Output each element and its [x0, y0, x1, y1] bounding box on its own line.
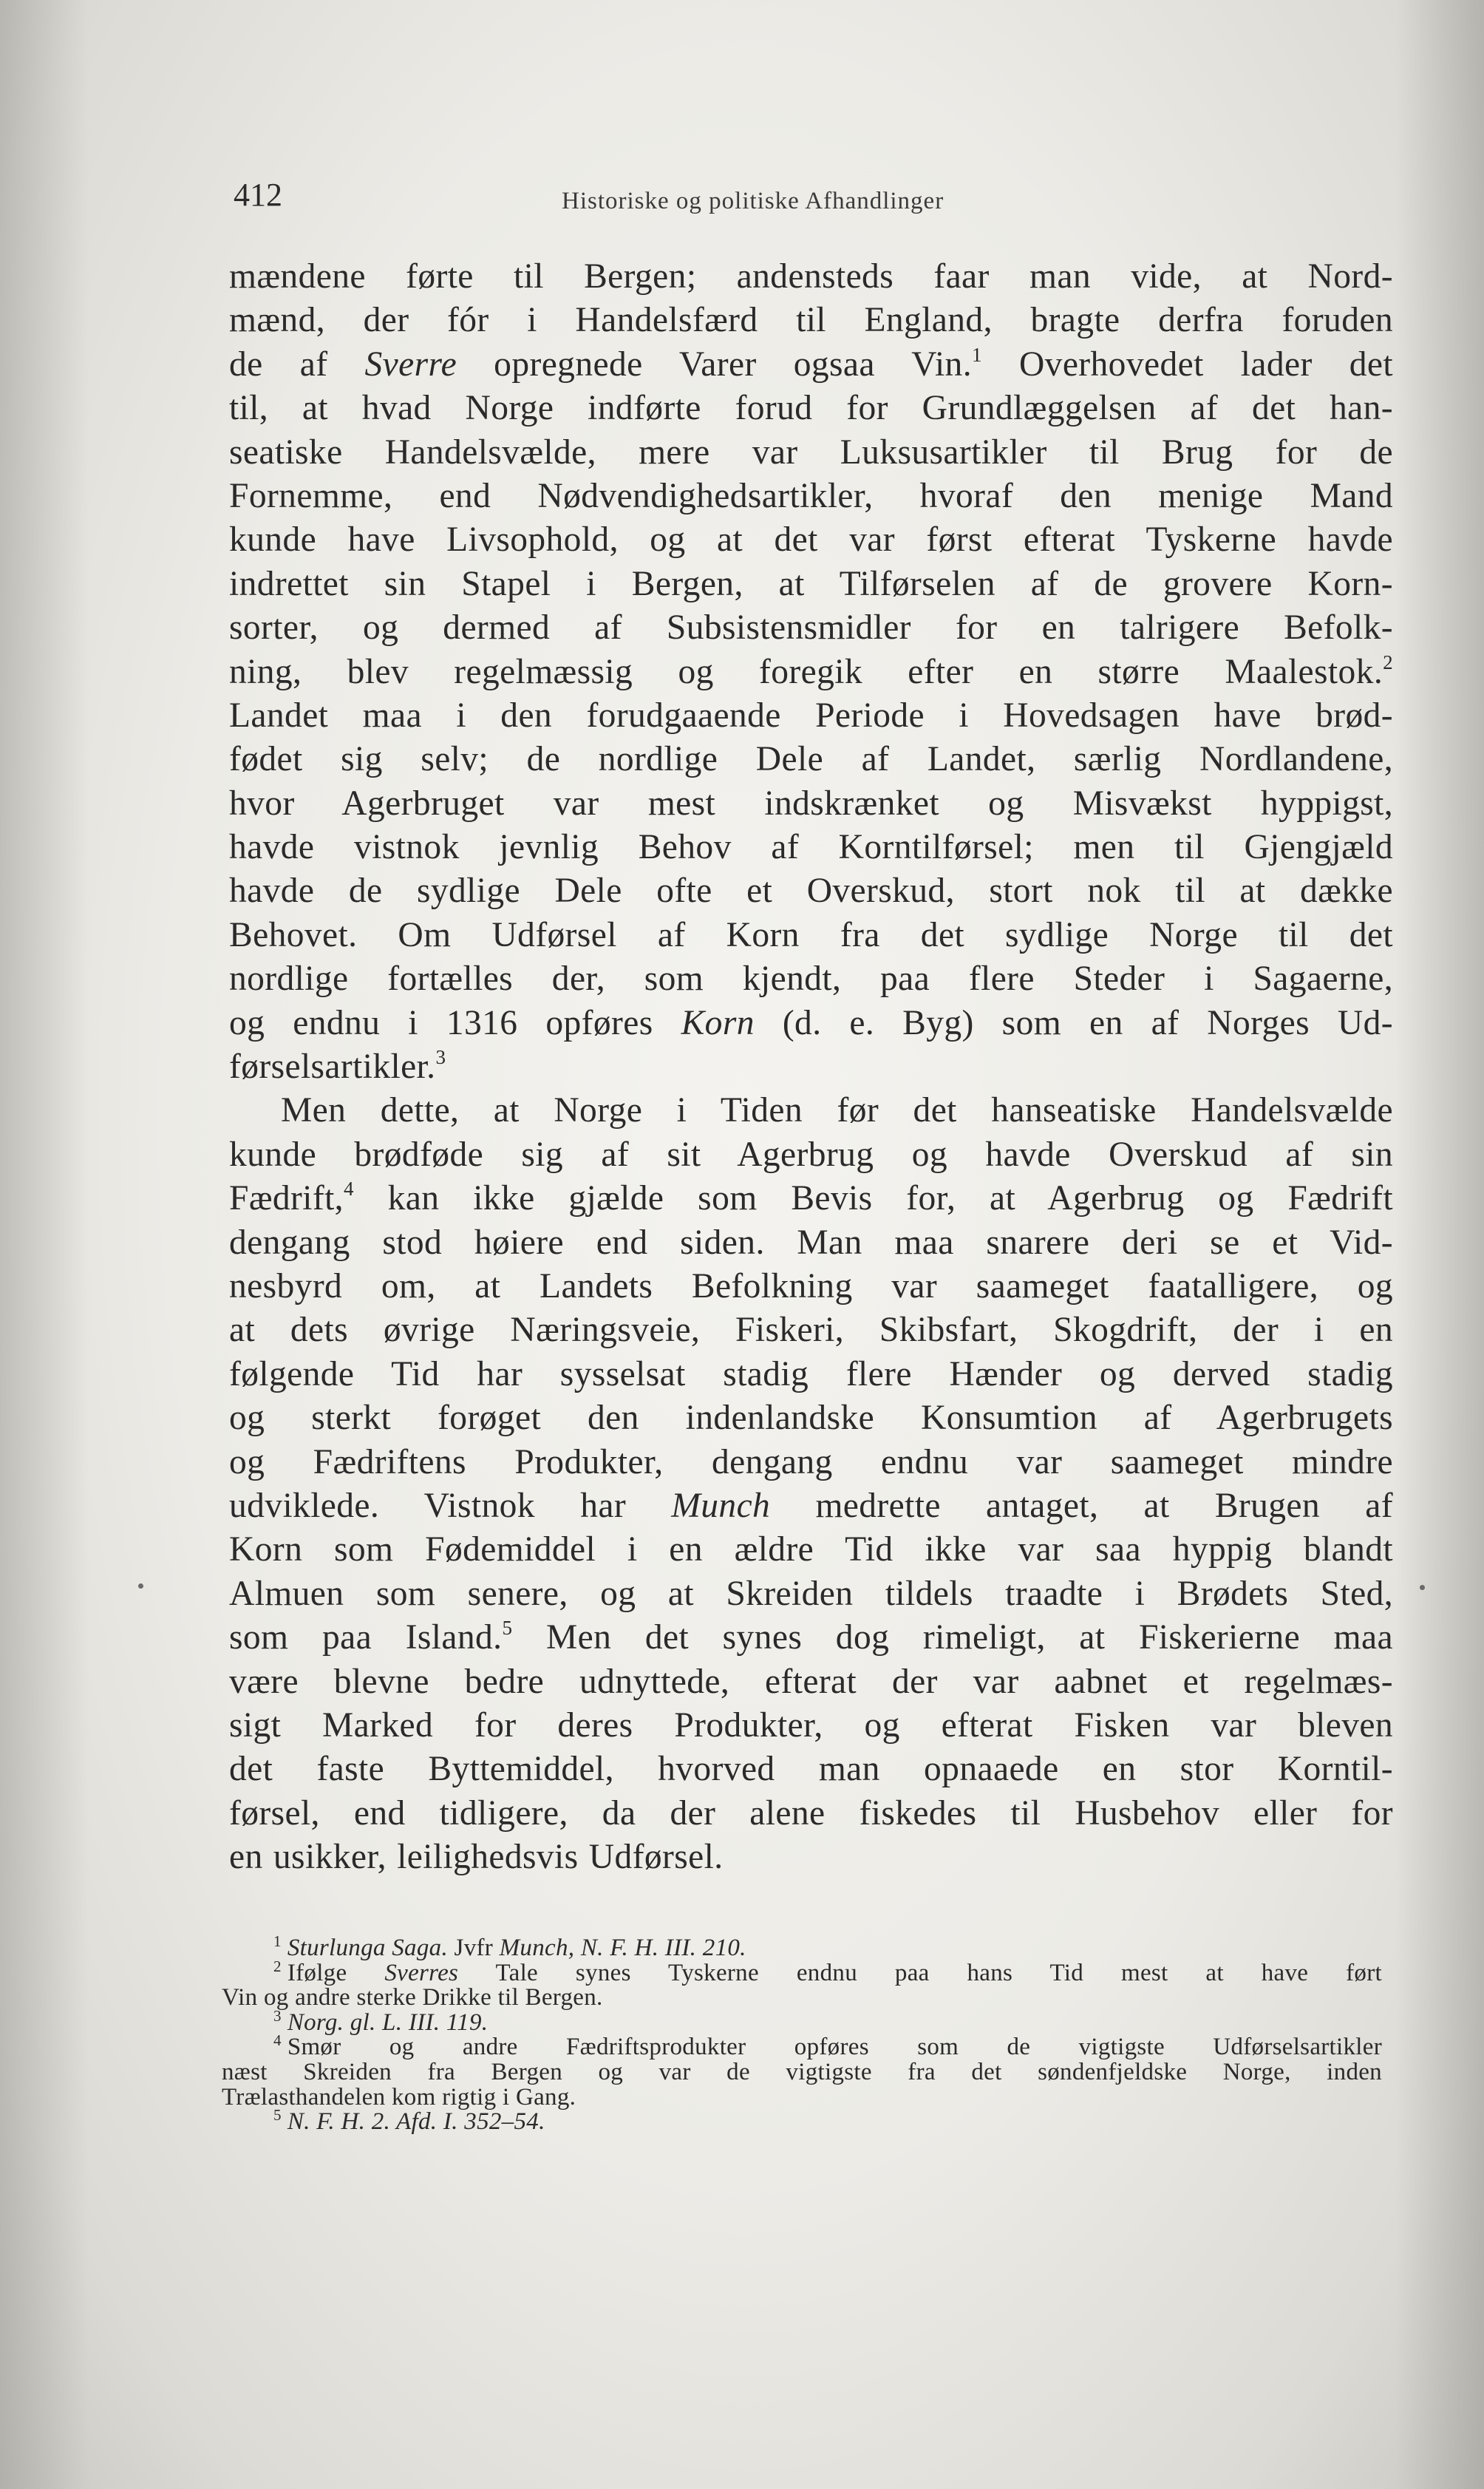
text-line: Korn som Fødemiddel i en ældre Tid ikke var saa hyppig blandt [229, 1530, 1393, 1569]
footnote-marker: 5 [273, 2106, 282, 2125]
italic-text: Norg. gl. L. III. 119. [287, 2008, 489, 2036]
running-head: Historiske og politiske Afhandlinger [562, 188, 944, 214]
footnote-line: $^1$ Sturlunga Saga. Jvfr Munch, N. F. H. III. 210. [273, 1932, 746, 1961]
text-line: indrettet sin Stapel i Bergen, at Tilførselen af de grovere Korn- [229, 564, 1393, 603]
footnote-line: næst Skreiden fra Bergen og var de vigtigste fra det søndenfjeldske Norge, inden [222, 2058, 1382, 2085]
text-line: og sterkt forøget den indenlandske Konsumtion af Agerbrugets [229, 1399, 1393, 1438]
text-line: førsel, end tidligere, da der alene fiskedes til Husbehov eller for [229, 1793, 1393, 1833]
italic-text: N. F. H. 2. Afd. I. 352–54. [287, 2108, 545, 2136]
text-line: til, at hvad Norge indførte forud for Grundlæggelsen af det han- [229, 389, 1393, 428]
footnote-marker: 4 [343, 1178, 354, 1201]
footnote-line: Vin og andre sterke Drikke til Bergen. [222, 1984, 603, 2011]
text-line: at dets øvrige Næringsveie, Fiskeri, Skibsfart, Skogdrift, der i en [229, 1311, 1393, 1350]
text-line: en usikker, leilighedsvis Udførsel. [229, 1838, 724, 1877]
text-line: hvor Agerbruget var mest indskrænket og Misvækst hyppigst, [229, 784, 1393, 823]
footnote-marker: 1 [273, 1932, 282, 1950]
footnote-marker: 3 [435, 1046, 446, 1069]
footnote-line: Trælasthandelen kom rigtig i Gang. [222, 2083, 576, 2111]
text-line: mænd, der fór i Handelsfærd til England, bragte derfra foruden [229, 301, 1393, 340]
italic-text: Munch [671, 1486, 771, 1525]
text-line: de af Sverre opregnede Varer ogsaa Vin.$^1$ Overhovedet lader det [229, 343, 1393, 384]
scan-shadow-right [1395, 0, 1484, 2489]
text-line: sorter, og dermed af Subsistensmidler for en talrigere Befolk- [229, 608, 1393, 648]
footnote-marker: 4 [273, 2031, 282, 2050]
text-line: kunde brødføde sig af sit Agerbrug og havde Overskud af sin [229, 1135, 1393, 1174]
text-line: Men dette, at Norge i Tiden før det hanseatiske Handelsvælde [281, 1091, 1393, 1130]
text-line: nordlige fortælles der, som kjendt, paa flere Steder i Sagaerne, [229, 960, 1393, 999]
italic-text: Sturlunga Saga. [287, 1935, 448, 1961]
text-line: havde vistnok jevnlig Behov af Korntilførsel; men til Gjengjæld [229, 828, 1393, 867]
italic-text: Sverres [384, 1959, 459, 1986]
scan-speck [138, 1583, 143, 1589]
footnote-marker: 3 [273, 2006, 282, 2025]
text-line: være blevne bedre udnyttede, efterat der var aabnet et regelmæs- [229, 1662, 1393, 1701]
text-line: dengang stod høiere end siden. Man maa snarere deri se et Vid- [229, 1223, 1393, 1262]
footnote-line: $^2$ Ifølge Sverres Tale synes Tyskerne endnu paa hans Tid mest at have ført [273, 1957, 1382, 1986]
footnote-marker: 2 [1383, 651, 1393, 673]
text-line: Fædrift,$^4$ kan ikke gjælde som Bevis for, at Agerbrug og Fædrift [229, 1178, 1393, 1218]
text-line: seatiske Handelsvælde, mere var Luksusartikler til Brug for de [229, 432, 1393, 472]
body-text [229, 255, 1393, 1879]
footnote-marker: 2 [273, 1957, 282, 1975]
footnote-line [222, 2006, 1382, 2036]
text-line: Almuen som senere, og at Skreiden tildels traadte i Brødets Sted, [229, 1574, 1393, 1613]
footnote-marker: 5 [502, 1617, 513, 1640]
footnote-marker: 1 [971, 343, 982, 366]
page-number: 412 [234, 177, 282, 213]
text-line: kunde have Livsophold, og at det var først efterat Tyskerne havde [229, 520, 1393, 560]
text-line: og Fædriftens Produkter, dengang endnu var saameget mindre [229, 1442, 1393, 1481]
text-line: mændene førte til Bergen; andensteds faar man vide, at Nord- [229, 257, 1393, 296]
text-line: Fornemme, end Nødvendighedsartikler, hvoraf den menige Mand [229, 476, 1393, 515]
italic-text: Sverre [364, 344, 457, 384]
text-line: sigt Marked for deres Produkter, og efterat Fisken var bleven [229, 1705, 1393, 1745]
text-line: følgende Tid har sysselsat stadig flere Hænder og derved stadig [229, 1354, 1393, 1393]
scan-speck [1420, 1585, 1425, 1590]
scan-shadow-left [0, 0, 89, 2489]
footnote-line [222, 2106, 1382, 2136]
text-line: udviklede. Vistnok har Munch medrette antaget, at Brugen af [229, 1486, 1393, 1525]
text-line: som paa Island.$^5$ Men det synes dog rimeligt, at Fiskerierne maa [229, 1617, 1393, 1657]
text-line: ning, blev regelmæssig og foregik efter en større Maalestok.$^2$ [229, 651, 1393, 691]
text-line: Landet maa i den forudgaaende Periode i Hovedsagen have brød- [229, 696, 1393, 735]
italic-text: Korn [681, 1003, 755, 1042]
text-line: fødet sig selv; de nordlige Dele af Landet, særlig Nordlandene, [229, 740, 1393, 779]
text-line: det faste Byttemiddel, hvorved man opnaaede en stor Korntil- [229, 1750, 1393, 1789]
page-header [234, 176, 1394, 220]
footnote-line: $^4$ Smør og andre Fædriftsprodukter opføres som de vigtigste Udførselsartikler [273, 2031, 1382, 2061]
text-line: havde de sydlige Dele ofte et Overskud, stort nok til at dække [229, 872, 1393, 911]
text-line: førselsartikler.$^3$ [229, 1046, 446, 1087]
italic-text: Munch, N. F. H. III. 210. [499, 1935, 746, 1961]
footnotes [222, 1932, 1382, 2136]
text-line: Behovet. Om Udførsel af Korn fra det sydlige Norge til det [229, 915, 1393, 954]
text-line: og endnu i 1316 opføres Korn (d. e. Byg) som en af Norges Ud- [229, 1003, 1393, 1042]
text-line: nesbyrd om, at Landets Befolkning var saameget faatalligere, og [229, 1266, 1393, 1305]
